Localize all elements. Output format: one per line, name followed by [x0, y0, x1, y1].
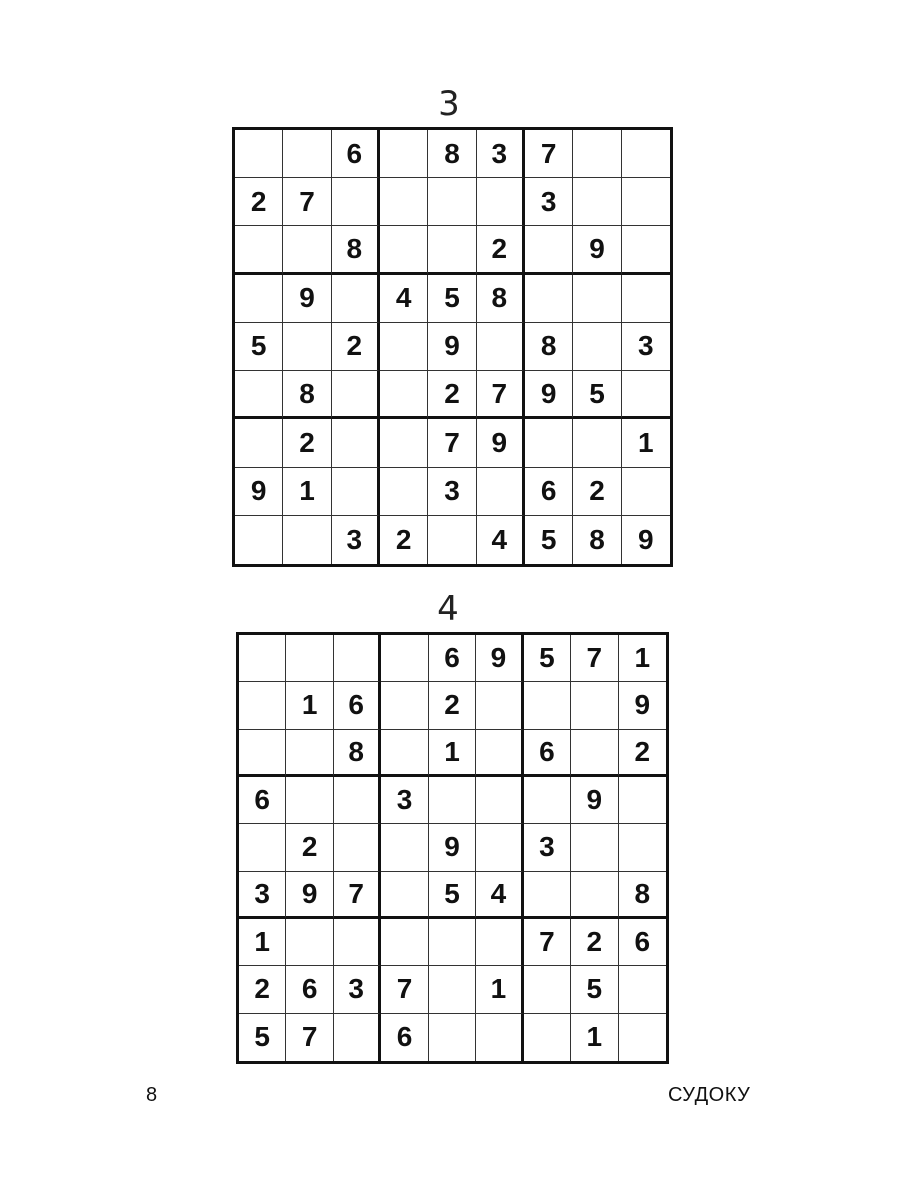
sudoku-cell[interactable] — [525, 275, 573, 323]
sudoku-cell[interactable]: 2 — [235, 178, 283, 226]
sudoku-cell[interactable]: 1 — [622, 419, 670, 467]
sudoku-cell[interactable]: 9 — [571, 777, 618, 824]
sudoku-cell[interactable] — [283, 226, 331, 274]
sudoku-cell[interactable]: 7 — [525, 130, 573, 178]
sudoku-cell[interactable]: 3 — [428, 468, 476, 516]
sudoku-cell[interactable]: 6 — [334, 682, 381, 729]
sudoku-cell[interactable]: 6 — [524, 730, 571, 777]
section-title: СУДОКУ — [668, 1084, 751, 1106]
sudoku-cell[interactable] — [332, 178, 380, 226]
sudoku-cell[interactable] — [573, 130, 621, 178]
sudoku-cell[interactable]: 9 — [235, 468, 283, 516]
sudoku-cell[interactable] — [573, 323, 621, 371]
sudoku-cell[interactable] — [622, 275, 670, 323]
sudoku-cell[interactable]: 5 — [524, 635, 571, 682]
sudoku-cell[interactable] — [334, 1014, 381, 1061]
sudoku-cell[interactable] — [571, 730, 618, 777]
page-number: 8 — [146, 1084, 158, 1106]
sudoku-cell[interactable] — [524, 1014, 571, 1061]
sudoku-cell[interactable] — [477, 468, 525, 516]
sudoku-cell[interactable]: 6 — [286, 966, 333, 1013]
sudoku-cell[interactable]: 5 — [239, 1014, 286, 1061]
sudoku-cell[interactable]: 2 — [477, 226, 525, 274]
sudoku-cell[interactable] — [477, 178, 525, 226]
sudoku-cell[interactable] — [332, 371, 380, 419]
sudoku-cell[interactable]: 3 — [622, 323, 670, 371]
sudoku-cell[interactable]: 1 — [619, 635, 666, 682]
sudoku-cell[interactable]: 5 — [573, 371, 621, 419]
sudoku-cell[interactable] — [525, 226, 573, 274]
sudoku-cell[interactable]: 3 — [524, 824, 571, 871]
sudoku-cell[interactable]: 6 — [381, 1014, 428, 1061]
sudoku-cell[interactable] — [334, 919, 381, 966]
sudoku-cell[interactable] — [235, 516, 283, 564]
sudoku-cell[interactable] — [283, 323, 331, 371]
sudoku-cell[interactable]: 7 — [571, 635, 618, 682]
sudoku-cell[interactable]: 8 — [525, 323, 573, 371]
sudoku-cell[interactable] — [429, 919, 476, 966]
sudoku-cell[interactable]: 6 — [619, 919, 666, 966]
sudoku-cell[interactable] — [235, 275, 283, 323]
sudoku-cell[interactable] — [573, 178, 621, 226]
sudoku-cell[interactable] — [380, 226, 428, 274]
sudoku-cell[interactable]: 9 — [638, 523, 654, 555]
sudoku-cell[interactable] — [476, 824, 523, 871]
sudoku-cell[interactable] — [239, 682, 286, 729]
sudoku-cell[interactable] — [334, 824, 381, 871]
sudoku-cell[interactable]: 5 — [235, 323, 283, 371]
sudoku-cell[interactable]: 9 — [286, 872, 333, 919]
sudoku-cell[interactable]: 6 — [429, 635, 476, 682]
sudoku-cell[interactable] — [524, 872, 571, 919]
sudoku-cell[interactable] — [619, 824, 666, 871]
sudoku-cell[interactable] — [476, 1014, 523, 1061]
sudoku-cell[interactable]: 7 — [286, 1014, 333, 1061]
sudoku-cell[interactable] — [622, 371, 670, 419]
sudoku-cell[interactable]: 6 — [525, 468, 573, 516]
sudoku-cell[interactable] — [381, 730, 428, 777]
sudoku-cell[interactable]: 1 — [286, 682, 333, 729]
sudoku-cell[interactable]: 3 — [477, 130, 525, 178]
sudoku-cell[interactable] — [571, 824, 618, 871]
sudoku-cell[interactable] — [286, 635, 333, 682]
sudoku-cell[interactable] — [525, 419, 573, 467]
sudoku-cell[interactable] — [239, 635, 286, 682]
sudoku-cell[interactable]: 1 — [239, 919, 286, 966]
sudoku-cell[interactable]: 4 — [380, 275, 428, 323]
sudoku-cell[interactable]: 3 — [381, 777, 428, 824]
sudoku-cell[interactable]: 7 — [381, 966, 428, 1013]
sudoku-cell[interactable] — [573, 275, 621, 323]
sudoku-grid — [236, 632, 669, 1064]
sudoku-cell[interactable]: 5 — [525, 516, 573, 564]
sudoku-cell[interactable] — [235, 371, 283, 419]
sudoku-cell[interactable] — [524, 682, 571, 729]
sudoku-cell[interactable] — [428, 226, 476, 274]
sudoku-cell[interactable] — [380, 323, 428, 371]
sudoku-cell[interactable] — [381, 682, 428, 729]
sudoku-cell[interactable]: 7 — [283, 178, 331, 226]
sudoku-cell[interactable] — [476, 919, 523, 966]
sudoku-cell[interactable]: 9 — [429, 824, 476, 871]
sudoku-cell[interactable] — [429, 777, 476, 824]
puzzle-number: 4 — [437, 589, 459, 629]
sudoku-cell[interactable] — [332, 419, 380, 467]
sudoku-cell[interactable] — [283, 516, 331, 564]
sudoku-cell[interactable] — [524, 777, 571, 824]
sudoku-cell[interactable] — [380, 130, 428, 178]
sudoku-cell[interactable] — [381, 635, 428, 682]
sudoku-cell[interactable] — [283, 130, 331, 178]
sudoku-cell[interactable] — [334, 635, 381, 682]
sudoku-cell[interactable] — [286, 919, 333, 966]
sudoku-cell[interactable]: 9 — [476, 635, 523, 682]
sudoku-cell[interactable] — [477, 323, 525, 371]
sudoku-cell[interactable] — [571, 682, 618, 729]
sudoku-cell[interactable] — [332, 468, 380, 516]
sudoku-cell[interactable]: 7 — [477, 371, 525, 419]
sudoku-cell[interactable]: 1 — [283, 468, 331, 516]
sudoku-cell[interactable] — [622, 468, 670, 516]
sudoku-cell[interactable]: 2 — [429, 682, 476, 729]
sudoku-cell[interactable]: 8 — [283, 371, 331, 419]
sudoku-cell[interactable]: 8 — [428, 130, 476, 178]
sudoku-cell[interactable] — [619, 1014, 666, 1061]
sudoku-cell[interactable]: 2 — [286, 824, 333, 871]
sudoku-cell[interactable] — [524, 966, 571, 1013]
sudoku-cell[interactable]: 8 — [619, 872, 666, 919]
sudoku-grid — [232, 127, 673, 567]
sudoku-cell[interactable] — [622, 178, 670, 226]
sudoku-cell[interactable] — [573, 419, 621, 467]
sudoku-cell[interactable]: 4 — [476, 872, 523, 919]
sudoku-cell[interactable] — [476, 682, 523, 729]
sudoku-cell[interactable]: 5 — [429, 872, 476, 919]
sudoku-cell[interactable]: 8 — [573, 516, 621, 564]
sudoku-cell[interactable] — [286, 730, 333, 777]
sudoku-cell[interactable]: 6 — [332, 130, 380, 178]
sudoku-cell[interactable]: 9 — [477, 419, 525, 467]
sudoku-cell[interactable]: 1 — [429, 730, 476, 777]
sudoku-cell[interactable]: 1 — [476, 966, 523, 1013]
sudoku-cell[interactable] — [235, 226, 283, 274]
sudoku-cell[interactable]: 2 — [380, 516, 428, 564]
sudoku-cell[interactable]: 2 — [332, 323, 380, 371]
sudoku-cell[interactable] — [239, 824, 286, 871]
sudoku-cell[interactable]: 3 — [525, 178, 573, 226]
sudoku-cell[interactable] — [429, 966, 476, 1013]
sudoku-cell[interactable] — [239, 730, 286, 777]
sudoku-cell[interactable]: 2 — [571, 919, 618, 966]
sudoku-cell[interactable]: 9 — [573, 226, 621, 274]
sudoku-cell[interactable] — [380, 419, 428, 467]
sudoku-cell[interactable]: 7 — [524, 919, 571, 966]
sudoku-cell[interactable]: 8 — [334, 730, 381, 777]
sudoku-cell[interactable]: 8 — [332, 226, 380, 274]
sudoku-cell[interactable]: 9 — [619, 682, 666, 729]
sudoku-cell[interactable]: 9 — [283, 275, 331, 323]
sudoku-cell[interactable] — [380, 371, 428, 419]
sudoku-cell[interactable]: 4 — [477, 516, 525, 564]
sudoku-cell[interactable] — [476, 730, 523, 777]
sudoku-cell[interactable] — [428, 178, 476, 226]
sudoku-cell[interactable]: 7 — [428, 419, 476, 467]
sudoku-cell[interactable]: 9 — [428, 323, 476, 371]
sudoku-cell[interactable] — [429, 1014, 476, 1061]
sudoku-cell[interactable] — [286, 777, 333, 824]
sudoku-cell[interactable]: 2 — [239, 966, 286, 1013]
sudoku-cell[interactable]: 2 — [619, 730, 666, 777]
sudoku-cell[interactable]: 5 — [428, 275, 476, 323]
sudoku-cell[interactable]: 3 — [334, 966, 381, 1013]
sudoku-cell[interactable] — [332, 275, 380, 323]
sudoku-cell[interactable] — [619, 966, 666, 1013]
sudoku-cell[interactable] — [235, 419, 283, 467]
sudoku-cell[interactable] — [428, 516, 476, 564]
sudoku-cell[interactable]: 7 — [334, 872, 381, 919]
sudoku-cell[interactable] — [476, 777, 523, 824]
sudoku-cell[interactable]: 3 — [239, 872, 286, 919]
sudoku-cell[interactable] — [381, 872, 428, 919]
sudoku-cell[interactable] — [235, 130, 283, 178]
sudoku-cell[interactable] — [334, 777, 381, 824]
sudoku-cell[interactable] — [571, 872, 618, 919]
sudoku-cell[interactable] — [619, 777, 666, 824]
sudoku-cell[interactable] — [381, 824, 428, 871]
sudoku-cell[interactable]: 1 — [571, 1014, 618, 1061]
sudoku-cell[interactable]: 8 — [477, 275, 525, 323]
sudoku-cell[interactable]: 2 — [283, 419, 331, 467]
sudoku-cell[interactable]: 2 — [573, 468, 621, 516]
sudoku-cell[interactable] — [381, 919, 428, 966]
sudoku-cell[interactable]: 3 — [332, 516, 380, 564]
sudoku-cell[interactable]: 5 — [571, 966, 618, 1013]
sudoku-cell[interactable]: 6 — [239, 777, 286, 824]
sudoku-cell[interactable]: 9 — [525, 371, 573, 419]
sudoku-cell[interactable] — [622, 226, 670, 274]
sudoku-cell[interactable] — [622, 130, 670, 178]
sudoku-cell[interactable] — [380, 178, 428, 226]
puzzle-number: 3 — [438, 84, 460, 124]
sudoku-cell[interactable]: 2 — [428, 371, 476, 419]
sudoku-cell[interactable] — [380, 468, 428, 516]
